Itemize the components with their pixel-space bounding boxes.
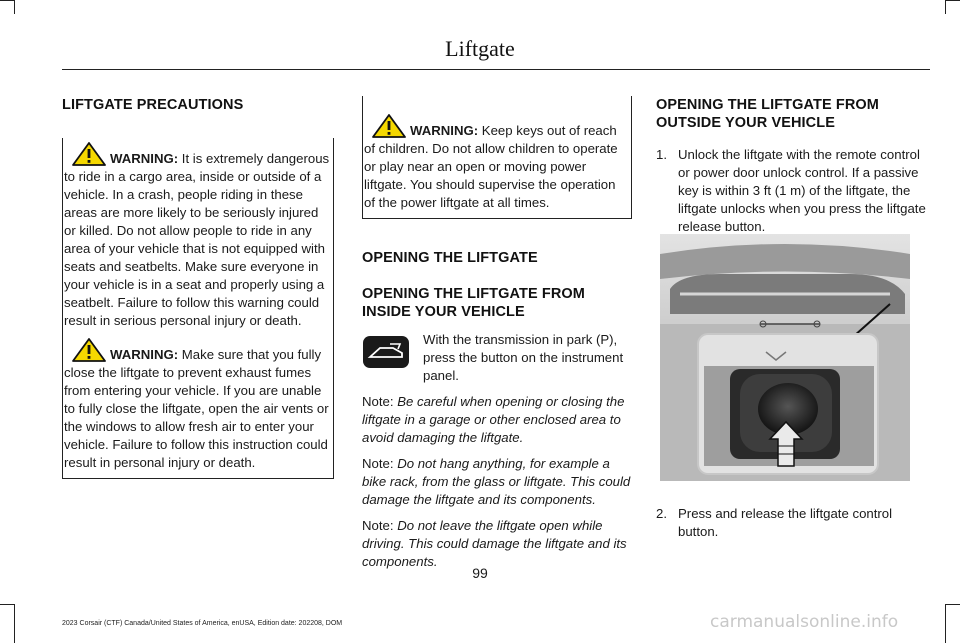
note-text: Be careful when opening or closing the liftgate in a garage or other enclosed area to avoid damaging the liftgate. <box>362 394 625 445</box>
warning-label: WARNING: <box>110 151 179 166</box>
column-precautions <box>62 96 334 479</box>
crop-mark <box>945 604 960 605</box>
watermark: carmanualsonline.info <box>710 612 899 632</box>
warning-label: WARNING: <box>110 347 179 362</box>
list-item <box>656 505 928 541</box>
note-text: Do not hang anything, for example a bike rack, from the glass or liftgate. This could damage the liftgate and its components. <box>362 456 631 507</box>
crop-mark <box>14 604 15 643</box>
list-item <box>656 146 928 236</box>
section-heading-opening: OPENING THE LIFTGATE <box>362 250 538 266</box>
warning-text: Make sure that you fully close the liftgate to prevent exhaust fumes from entering your vehicle. If you are unable to fully close the liftgate, open the air vents or the windows to allow fresh air to enter your vehicle. Failure to follow this instruction could result in personal injury or death. <box>64 347 329 470</box>
note-label: Note: <box>362 518 394 533</box>
warning-paragraph <box>364 114 630 212</box>
column-opening-inside <box>362 96 632 571</box>
steps-list <box>656 505 928 541</box>
note-text: Do not leave the liftgate open while driving. This could damage the liftgate and its components. <box>362 518 627 569</box>
warning-label: WARNING: <box>410 123 479 138</box>
warning-paragraph <box>64 338 332 472</box>
warning-box <box>62 138 334 479</box>
warning-paragraph <box>64 142 332 330</box>
crop-mark <box>945 0 946 14</box>
note <box>362 455 632 509</box>
instruction-text: With the transmission in park (P), press the button on the instrument panel. <box>423 332 624 383</box>
crop-mark <box>14 0 15 14</box>
step-number: 1. <box>656 147 667 162</box>
steps-list <box>656 146 928 236</box>
note <box>362 393 632 447</box>
warning-triangle-icon <box>72 142 106 166</box>
step-number: 2. <box>656 506 667 521</box>
crop-mark <box>945 604 946 643</box>
page-number: 99 <box>472 565 488 581</box>
subsection-heading-inside: OPENING THE LIFTGATE FROM INSIDE YOUR VEHICLE <box>362 286 585 320</box>
liftgate-illustration <box>660 234 910 481</box>
note-label: Note: <box>362 394 394 409</box>
note-label: Note: <box>362 456 394 471</box>
warning-box <box>362 96 632 219</box>
instruction-with-icon <box>362 331 632 385</box>
warning-triangle-icon <box>72 338 106 362</box>
warning-text: Keep keys out of reach of children. Do not allow children to operate or play near an open or moving power liftgate. You should supervise the operation of the power liftgate at all times. <box>364 123 618 210</box>
column-opening-outside <box>656 96 928 236</box>
section-heading-outside: OPENING THE LIFTGATE FROM OUTSIDE YOUR VEHICLE <box>656 97 879 131</box>
warning-triangle-icon <box>372 114 406 138</box>
crop-mark <box>0 604 14 605</box>
page-title: Liftgate <box>445 36 515 61</box>
crop-mark <box>945 0 960 1</box>
header-divider <box>62 69 930 70</box>
crop-mark <box>0 0 14 1</box>
note <box>362 517 632 571</box>
document-footer: 2023 Corsair (CTF) Canada/United States of America, enUSA, Edition date: 202208, DOM <box>62 620 343 627</box>
step-text: Press and release the liftgate control button. <box>678 506 893 539</box>
liftgate-button-icon <box>362 335 410 369</box>
step-text: Unlock the liftgate with the remote control or power door unlock control. If a passive key is within 3 ft (1 m) of the liftgate, the liftgate unlocks when you press the liftgate release button. <box>678 147 926 234</box>
section-heading-precautions: LIFTGATE PRECAUTIONS <box>62 97 244 113</box>
liftgate-release-button-photo <box>660 234 910 481</box>
step-two-block <box>656 505 928 541</box>
warning-text: It is extremely dangerous to ride in a cargo area, inside or outside of a vehicle. In a crash, people riding in these areas are more likely to be seriously injured or killed. Do not allow people to ride in any area of your vehicle that is not equipped with seats and seatbelts. Make sure everyone in your vehicle is in a seat and properly using a seatbelt. Failure to follow this warning could result in serious personal injury or death. <box>64 151 330 328</box>
